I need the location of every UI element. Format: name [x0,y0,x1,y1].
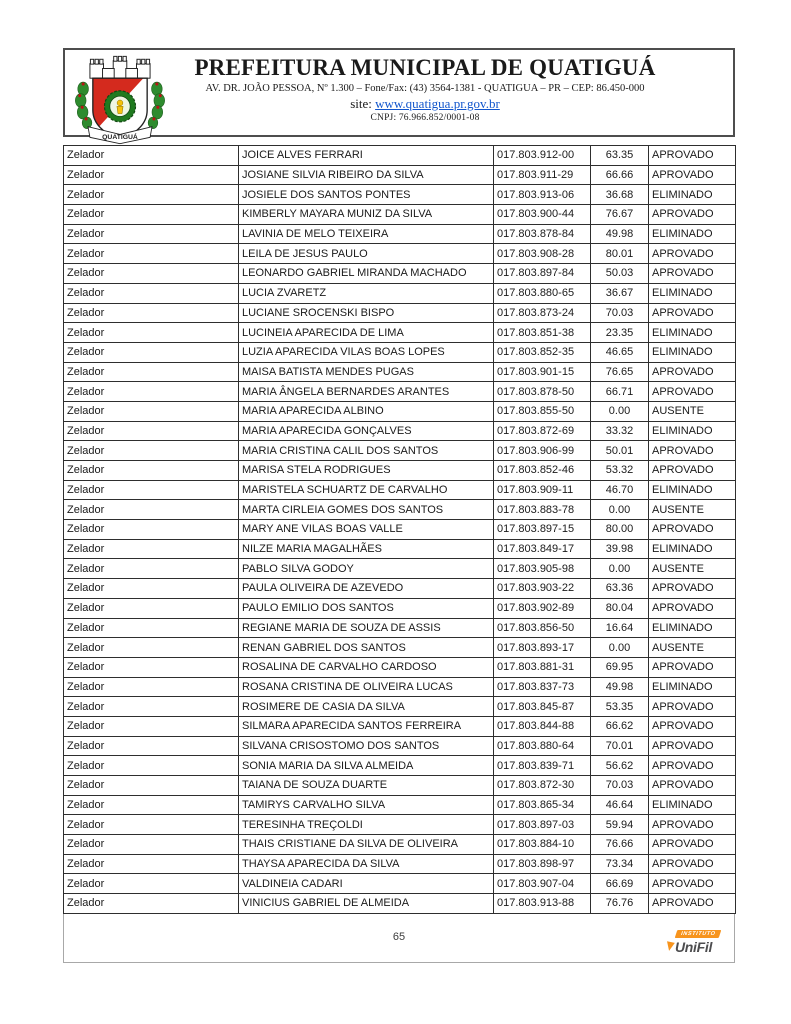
cell-cargo: Zelador [64,539,239,559]
table-row [64,854,736,874]
cell-status: APROVADO [649,264,736,284]
cell-candidate-name: MAISA BATISTA MENDES PUGAS [239,362,494,382]
cell-document-number: 017.803.845-87 [494,697,591,717]
cell-status: ELIMINADO [649,185,736,205]
unifil-logo [666,922,724,955]
cell-status: ELIMINADO [649,342,736,362]
cell-cargo: Zelador [64,362,239,382]
cell-status: AUSENTE [649,500,736,520]
cell-status: APROVADO [649,697,736,717]
cell-score: 70.03 [591,776,649,796]
cell-status: APROVADO [649,382,736,402]
cell-candidate-name: PAULO EMILIO DOS SANTOS [239,598,494,618]
cell-status: APROVADO [649,461,736,481]
cell-document-number: 017.803.865-34 [494,795,591,815]
cell-status: ELIMINADO [649,421,736,441]
cell-score: 33.32 [591,421,649,441]
table-row [64,224,736,244]
cnpj-line: CNPJ: 76.966.852/0001-08 [370,113,480,124]
cell-candidate-name: LEILA DE JESUS PAULO [239,244,494,264]
cell-status: ELIMINADO [649,480,736,500]
site-label: site: [350,96,372,112]
cell-score: 66.69 [591,874,649,894]
cell-cargo: Zelador [64,480,239,500]
cell-document-number: 017.803.873-24 [494,303,591,323]
table-row [64,264,736,284]
cell-candidate-name: PAULA OLIVEIRA DE AZEVEDO [239,579,494,599]
cell-candidate-name: LUCIA ZVARETZ [239,283,494,303]
cell-candidate-name: MARIA ÂNGELA BERNARDES ARANTES [239,382,494,402]
table-row [64,520,736,540]
cell-cargo: Zelador [64,815,239,835]
cell-candidate-name: MARIA CRISTINA CALIL DOS SANTOS [239,441,494,461]
results-table-body [64,146,736,914]
table-row [64,362,736,382]
site-link[interactable]: www.quatigua.pr.gov.br [375,96,500,112]
municipality-coat-of-arms-icon [70,52,170,149]
cell-cargo: Zelador [64,500,239,520]
cell-status: ELIMINADO [649,677,736,697]
cell-document-number: 017.803.852-35 [494,342,591,362]
cell-document-number: 017.803.878-84 [494,224,591,244]
cell-status: ELIMINADO [649,539,736,559]
cell-score: 66.62 [591,716,649,736]
cell-score: 76.67 [591,205,649,225]
table-row [64,677,736,697]
results-table [63,145,736,914]
cell-document-number: 017.803.851-38 [494,323,591,343]
cell-candidate-name: JOSIELE DOS SANTOS PONTES [239,185,494,205]
cell-status: APROVADO [649,894,736,914]
cell-cargo: Zelador [64,441,239,461]
cell-candidate-name: MARIA APARECIDA ALBINO [239,401,494,421]
cell-score: 53.32 [591,461,649,481]
table-row [64,598,736,618]
cell-document-number: 017.803.905-98 [494,559,591,579]
cell-cargo: Zelador [64,303,239,323]
table-row [64,874,736,894]
cell-candidate-name: ROSANA CRISTINA DE OLIVEIRA LUCAS [239,677,494,697]
table-row [64,894,736,914]
cell-cargo: Zelador [64,342,239,362]
cell-candidate-name: MARTA CIRLEIA GOMES DOS SANTOS [239,500,494,520]
table-row [64,835,736,855]
document-header [63,48,735,141]
cell-document-number: 017.803.852-46 [494,461,591,481]
crest-banner-label: QUATIGUÁ [102,133,138,141]
address-line: AV. DR. JOÃO PESSOA, Nº 1.300 – Fone/Fax: (43) 3564-1381 - QUATIGUA – PR – CEP: 86.450-000 [205,83,645,95]
cell-candidate-name: LEONARDO GABRIEL MIRANDA MACHADO [239,264,494,284]
cell-score: 80.00 [591,520,649,540]
cell-score: 53.35 [591,697,649,717]
table-row [64,539,736,559]
table-row [64,323,736,343]
table-row [64,303,736,323]
cell-cargo: Zelador [64,795,239,815]
cell-document-number: 017.803.893-17 [494,638,591,658]
cell-cargo: Zelador [64,421,239,441]
cell-document-number: 017.803.880-64 [494,736,591,756]
cell-score: 66.66 [591,165,649,185]
cell-candidate-name: TAMIRYS CARVALHO SILVA [239,795,494,815]
cell-score: 76.66 [591,835,649,855]
cell-status: APROVADO [649,579,736,599]
cell-cargo: Zelador [64,520,239,540]
unifil-triangle-icon [665,942,675,952]
cell-cargo: Zelador [64,165,239,185]
cell-document-number: 017.803.907-04 [494,874,591,894]
cell-status: APROVADO [649,362,736,382]
cell-status: ELIMINADO [649,795,736,815]
cell-document-number: 017.803.913-88 [494,894,591,914]
cell-cargo: Zelador [64,224,239,244]
cell-status: APROVADO [649,716,736,736]
table-row [64,401,736,421]
cell-candidate-name: MARISTELA SCHUARTZ DE CARVALHO [239,480,494,500]
cell-score: 50.03 [591,264,649,284]
cell-document-number: 017.803.872-30 [494,776,591,796]
cell-cargo: Zelador [64,244,239,264]
cell-candidate-name: THAYSA APARECIDA DA SILVA [239,854,494,874]
cell-status: APROVADO [649,205,736,225]
table-row [64,165,736,185]
cell-candidate-name: SONIA MARIA DA SILVA ALMEIDA [239,756,494,776]
cell-document-number: 017.803.897-84 [494,264,591,284]
cell-status: AUSENTE [649,559,736,579]
table-row [64,657,736,677]
cell-cargo: Zelador [64,618,239,638]
cell-candidate-name: MARISA STELA RODRIGUES [239,461,494,481]
cell-cargo: Zelador [64,677,239,697]
cell-candidate-name: TAIANA DE SOUZA DUARTE [239,776,494,796]
cell-cargo: Zelador [64,283,239,303]
table-row [64,421,736,441]
cell-document-number: 017.803.881-31 [494,657,591,677]
cell-status: ELIMINADO [649,224,736,244]
cell-document-number: 017.803.884-10 [494,835,591,855]
table-row [64,205,736,225]
cell-cargo: Zelador [64,461,239,481]
cell-score: 49.98 [591,224,649,244]
cell-score: 46.64 [591,795,649,815]
cell-cargo: Zelador [64,874,239,894]
cell-document-number: 017.803.912-00 [494,146,591,166]
cell-status: APROVADO [649,303,736,323]
cell-document-number: 017.803.897-15 [494,520,591,540]
cell-score: 23.35 [591,323,649,343]
cell-candidate-name: PABLO SILVA GODOY [239,559,494,579]
cell-document-number: 017.803.909-11 [494,480,591,500]
cell-cargo: Zelador [64,638,239,658]
cell-status: APROVADO [649,146,736,166]
cell-candidate-name: NILZE MARIA MAGALHÃES [239,539,494,559]
cell-score: 70.01 [591,736,649,756]
table-row [64,283,736,303]
cell-score: 46.65 [591,342,649,362]
cell-candidate-name: MARIA APARECIDA GONÇALVES [239,421,494,441]
cell-cargo: Zelador [64,697,239,717]
cell-score: 59.94 [591,815,649,835]
cell-document-number: 017.803.837-73 [494,677,591,697]
cell-document-number: 017.803.849-17 [494,539,591,559]
cell-cargo: Zelador [64,264,239,284]
cell-score: 0.00 [591,638,649,658]
cell-document-number: 017.803.844-88 [494,716,591,736]
cell-candidate-name: SILMARA APARECIDA SANTOS FERREIRA [239,716,494,736]
cell-score: 80.04 [591,598,649,618]
cell-cargo: Zelador [64,579,239,599]
cell-status: ELIMINADO [649,323,736,343]
cell-candidate-name: KIMBERLY MAYARA MUNIZ DA SILVA [239,205,494,225]
cell-document-number: 017.803.903-22 [494,579,591,599]
cell-document-number: 017.803.872-69 [494,421,591,441]
cell-document-number: 017.803.906-99 [494,441,591,461]
cell-status: APROVADO [649,776,736,796]
table-row [64,342,736,362]
cell-candidate-name: LAVINIA DE MELO TEIXEIRA [239,224,494,244]
table-row [64,579,736,599]
cell-score: 46.70 [591,480,649,500]
cell-candidate-name: LUZIA APARECIDA VILAS BOAS LOPES [239,342,494,362]
cell-status: AUSENTE [649,638,736,658]
cell-cargo: Zelador [64,323,239,343]
cell-cargo: Zelador [64,756,239,776]
page-number: 65 [392,930,406,943]
cell-cargo: Zelador [64,146,239,166]
cell-status: ELIMINADO [649,283,736,303]
cell-candidate-name: MARY ANE VILAS BOAS VALLE [239,520,494,540]
table-row [64,795,736,815]
table-row [64,500,736,520]
unifil-name-label: UniFil [675,938,713,955]
cell-document-number: 017.803.911-29 [494,165,591,185]
cell-score: 0.00 [591,500,649,520]
cell-candidate-name: VINICIUS GABRIEL DE ALMEIDA [239,894,494,914]
cell-cargo: Zelador [64,835,239,855]
table-row [64,244,736,264]
cell-score: 0.00 [591,401,649,421]
cell-cargo: Zelador [64,894,239,914]
cell-candidate-name: TERESINHA TREÇOLDI [239,815,494,835]
table-row [64,756,736,776]
cell-score: 73.34 [591,854,649,874]
cell-status: APROVADO [649,854,736,874]
site-line [125,96,725,112]
cell-candidate-name: JOSIANE SILVIA RIBEIRO DA SILVA [239,165,494,185]
cell-candidate-name: LUCINEIA APARECIDA DE LIMA [239,323,494,343]
cell-cargo: Zelador [64,185,239,205]
table-row [64,716,736,736]
cell-document-number: 017.803.908-28 [494,244,591,264]
results-table-wrapper [63,145,735,914]
cell-status: APROVADO [649,835,736,855]
cell-document-number: 017.803.902-89 [494,598,591,618]
cell-score: 63.36 [591,579,649,599]
cell-status: APROVADO [649,441,736,461]
cell-score: 0.00 [591,559,649,579]
cell-score: 76.65 [591,362,649,382]
cell-cargo: Zelador [64,776,239,796]
cell-status: ELIMINADO [649,618,736,638]
cell-document-number: 017.803.880-65 [494,283,591,303]
table-row [64,461,736,481]
cell-cargo: Zelador [64,559,239,579]
table-row [64,480,736,500]
cell-document-number: 017.803.900-44 [494,205,591,225]
cell-document-number: 017.803.898-97 [494,854,591,874]
cell-cargo: Zelador [64,598,239,618]
cell-cargo: Zelador [64,205,239,225]
cell-candidate-name: RENAN GABRIEL DOS SANTOS [239,638,494,658]
cell-cargo: Zelador [64,657,239,677]
cell-candidate-name: THAIS CRISTIANE DA SILVA DE OLIVEIRA [239,835,494,855]
unifil-banner-label: INSTITUTO [675,930,722,938]
cell-cargo: Zelador [64,736,239,756]
table-row [64,185,736,205]
cell-score: 66.71 [591,382,649,402]
cell-score: 56.62 [591,756,649,776]
cell-candidate-name: VALDINEIA CADARI [239,874,494,894]
cell-status: AUSENTE [649,401,736,421]
cell-score: 80.01 [591,244,649,264]
cell-score: 70.03 [591,303,649,323]
cell-candidate-name: REGIANE MARIA DE SOUZA DE ASSIS [239,618,494,638]
page-footer [63,914,735,963]
cell-status: APROVADO [649,244,736,264]
cell-document-number: 017.803.878-50 [494,382,591,402]
table-row [64,776,736,796]
cell-document-number: 017.803.883-78 [494,500,591,520]
page-title: PREFEITURA MUNICIPAL DE QUATIGUÁ [194,55,656,80]
cell-score: 69.95 [591,657,649,677]
cell-status: APROVADO [649,756,736,776]
table-row [64,559,736,579]
cell-document-number: 017.803.913-06 [494,185,591,205]
cell-document-number: 017.803.855-50 [494,401,591,421]
cell-cargo: Zelador [64,854,239,874]
table-row [64,441,736,461]
cell-status: APROVADO [649,598,736,618]
cell-score: 36.68 [591,185,649,205]
table-row [64,382,736,402]
cell-score: 16.64 [591,618,649,638]
cell-document-number: 017.803.901-15 [494,362,591,382]
cell-score: 49.98 [591,677,649,697]
cell-cargo: Zelador [64,401,239,421]
document-page [63,48,735,963]
cell-document-number: 017.803.839-71 [494,756,591,776]
cell-status: APROVADO [649,657,736,677]
table-row [64,815,736,835]
cell-candidate-name: SILVANA CRISOSTOMO DOS SANTOS [239,736,494,756]
table-row [64,638,736,658]
cell-score: 39.98 [591,539,649,559]
cell-score: 50.01 [591,441,649,461]
cell-status: APROVADO [649,815,736,835]
cell-status: APROVADO [649,165,736,185]
cell-score: 76.76 [591,894,649,914]
cell-status: APROVADO [649,874,736,894]
cell-score: 36.67 [591,283,649,303]
table-row [64,736,736,756]
cell-cargo: Zelador [64,382,239,402]
table-row [64,697,736,717]
table-row [64,618,736,638]
cell-candidate-name: JOICE ALVES FERRARI [239,146,494,166]
cell-status: APROVADO [649,520,736,540]
cell-candidate-name: ROSIMERE DE CASIA DA SILVA [239,697,494,717]
cell-document-number: 017.803.897-03 [494,815,591,835]
cell-candidate-name: ROSALINA DE CARVALHO CARDOSO [239,657,494,677]
cell-status: APROVADO [649,736,736,756]
cell-cargo: Zelador [64,716,239,736]
cell-score: 63.35 [591,146,649,166]
cell-candidate-name: LUCIANE SROCENSKI BISPO [239,303,494,323]
cell-document-number: 017.803.856-50 [494,618,591,638]
